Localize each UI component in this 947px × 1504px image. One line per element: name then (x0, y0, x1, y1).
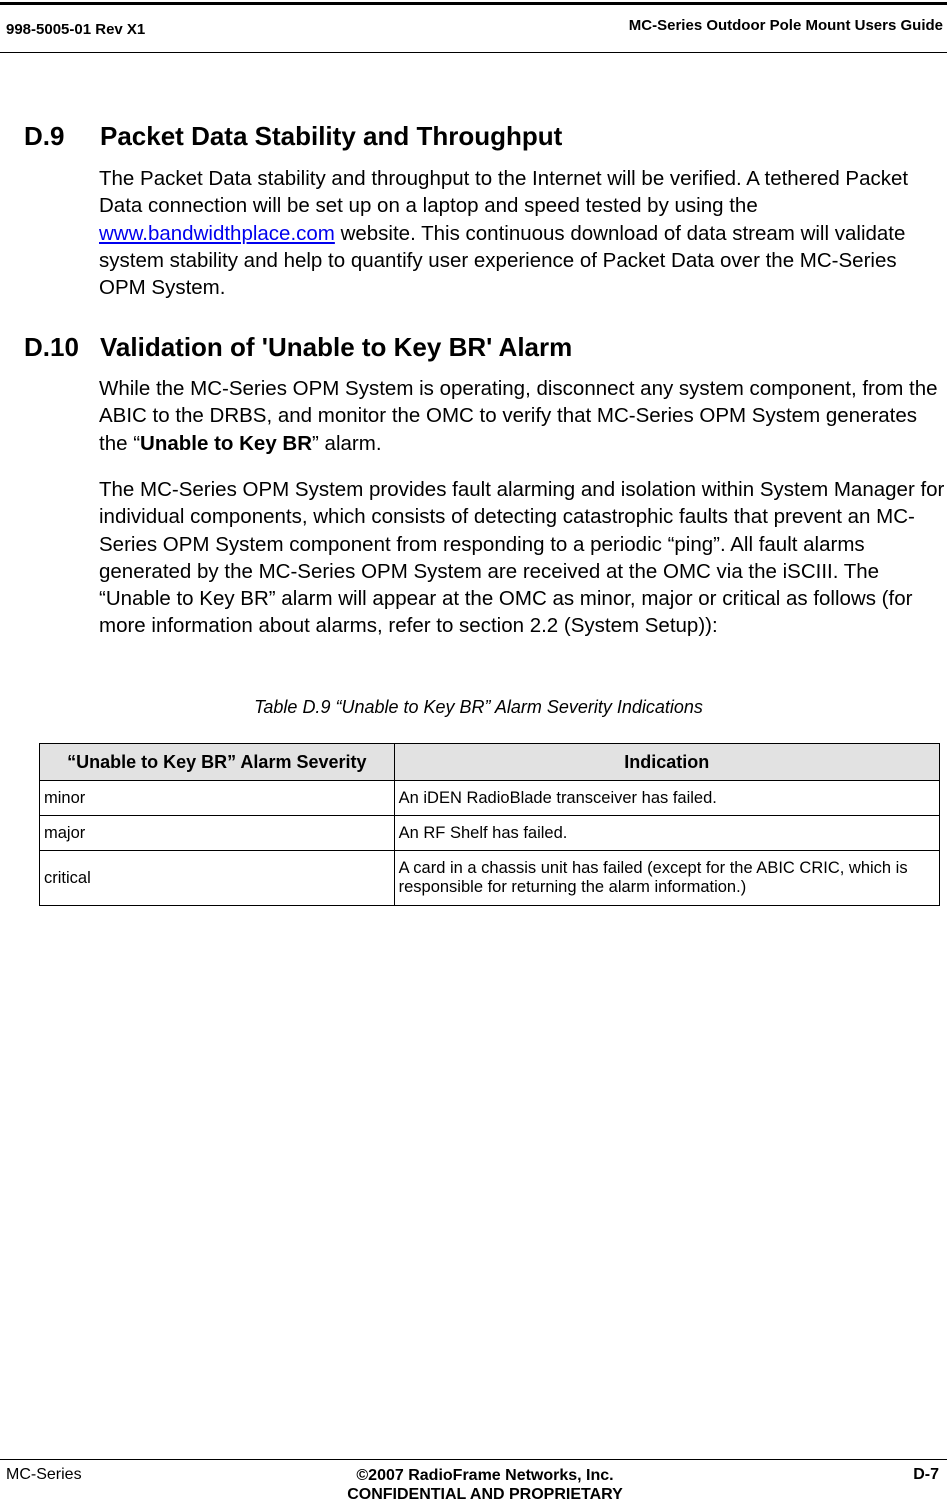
table-header-row (40, 744, 940, 781)
column-header-indication: Indication (394, 744, 939, 781)
header-top-rule (0, 2, 947, 5)
alarm-name: Unable to Key BR (140, 431, 313, 455)
section-heading-d10 (24, 332, 572, 363)
paragraph-text: The Packet Data stability and throughput to the Internet will be verified. A tethered Packet Data connection will be set up on a laptop and speed tested by using the (99, 167, 909, 218)
section-title: Validation of 'Unable to Key BR' Alarm (100, 332, 573, 362)
section-heading-d9 (24, 121, 562, 152)
header-rule (0, 52, 947, 53)
section-number: D.9 (24, 121, 65, 151)
section-title: Packet Data Stability and Throughput (100, 121, 563, 151)
table-row (40, 851, 940, 906)
page-number: D-7 (913, 1466, 939, 1483)
column-header-severity: “Unable to Key BR” Alarm Severity (40, 744, 395, 781)
footer-product: MC-Series (6, 1466, 82, 1483)
section-d10-paragraph-1 (99, 375, 945, 457)
severity-cell: critical (40, 851, 395, 906)
table-caption: Table D.9 “Unable to Key BR” Alarm Severity Indications (254, 697, 703, 717)
doc-number: 998-5005-01 Rev X1 (6, 21, 146, 38)
paragraph-text: ” alarm. (312, 431, 382, 455)
footer-copyright-block (250, 1466, 720, 1504)
paragraph-text: While the MC-Series OPM System is operating, disconnect any system component, from the ABIC to the DRBS, and monitor the OMC to verify that MC-Series OPM System generates the “ (99, 377, 938, 455)
section-d10-paragraph-2: The MC-Series OPM System provides fault alarming and isolation within System Manager for individual components, which consists of detecting catastrophic faults that prevent an MC-Series OPM System component from responding to a periodic “ping”. All fault alarms generated by the MC-Series OPM System are received at the OMC via the iSCIII. The “Unable to Key BR” alarm will appear at the OMC as minor, major or critical as follows (for more information about alarms, refer to section 2.2 (System Setup)): (99, 478, 945, 638)
indication-cell: An iDEN RadioBlade transceiver has failed. (394, 781, 939, 816)
indication-cell: An RF Shelf has failed. (394, 816, 939, 851)
footer-confidentiality: CONFIDENTIAL AND PROPRIETARY (347, 1486, 623, 1503)
doc-title: MC-Series Outdoor Pole Mount Users Guide (628, 17, 943, 34)
section-d9-paragraph (99, 165, 945, 301)
severity-cell: major (40, 816, 395, 851)
bandwidthplace-link[interactable]: www.bandwidthplace.com (99, 221, 335, 245)
paragraph-text: website. This continuous download of data stream will validate system stability and help to quantify user experience of Packet Data over the MC-Series OPM System. (99, 221, 906, 300)
table-row (40, 816, 940, 851)
alarm-severity-table (39, 743, 940, 906)
table-row (40, 781, 940, 816)
severity-cell: minor (40, 781, 395, 816)
section-number: D.10 (24, 332, 79, 362)
indication-cell: A card in a chassis unit has failed (except for the ABIC CRIC, which is responsible for returning the alarm information.) (394, 851, 939, 906)
footer-copyright: ©2007 RadioFrame Networks, Inc. (356, 1467, 614, 1484)
footer-rule (0, 1459, 947, 1460)
